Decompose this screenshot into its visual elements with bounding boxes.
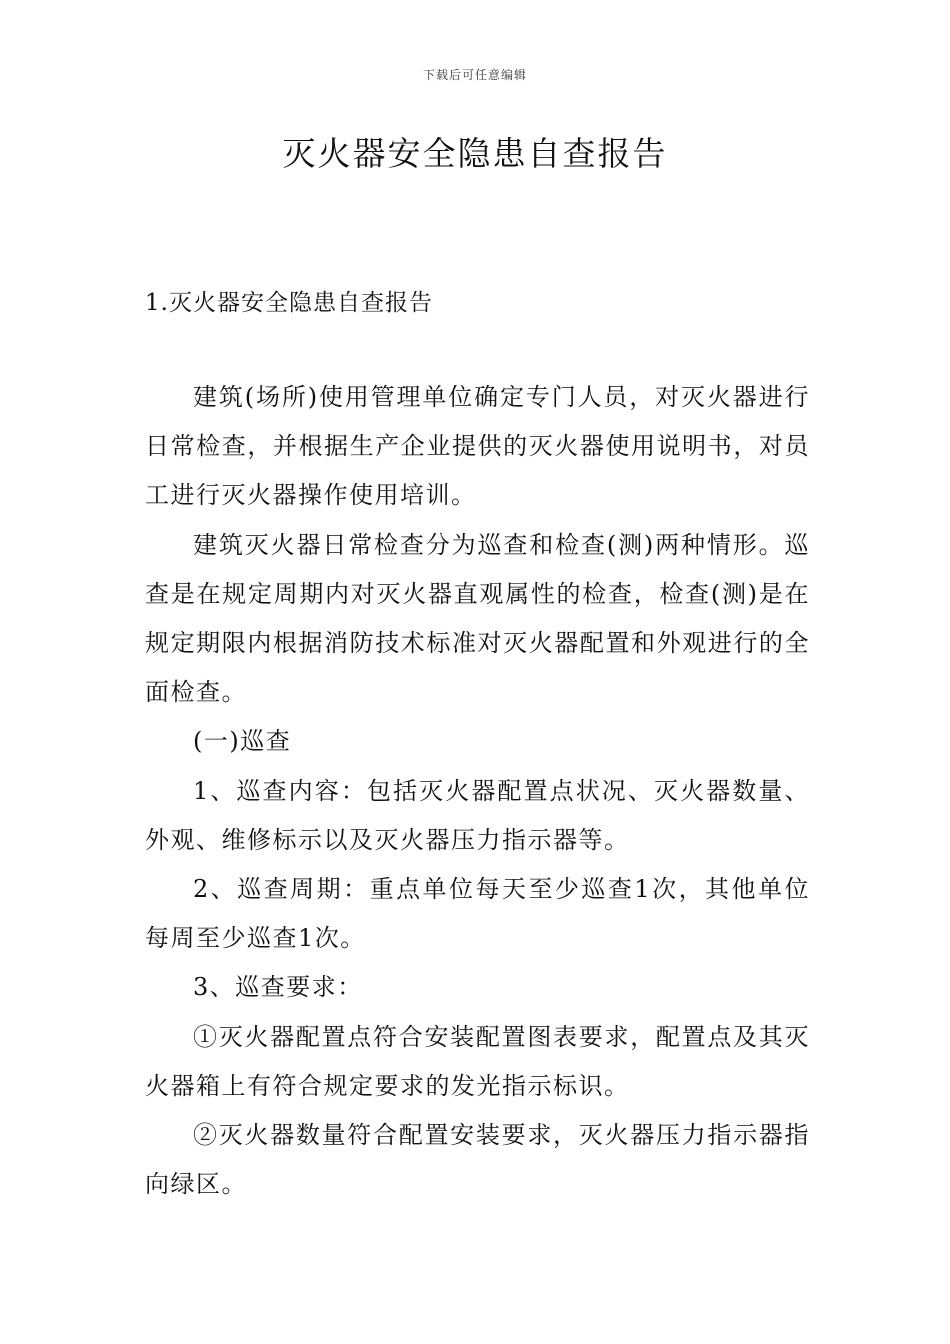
paragraph: ①灭火器配置点符合安装配置图表要求，配置点及其灭火器箱上有符合规定要求的发光指示标识。 bbox=[145, 1022, 810, 1100]
paragraph: ②灭火器数量符合配置安装要求，灭火器压力指示器指向绿区。 bbox=[145, 1121, 810, 1199]
paragraph: (一)巡查 bbox=[193, 727, 292, 756]
paragraph: 建筑灭火器日常检查分为巡查和检查(测)两种情形。巡查是在规定周期内对灭火器直观属性的检查，检查(测)是在规定期限内根据消防技术标准对灭火器配置和外观进行的全面检查。 bbox=[145, 530, 810, 707]
paragraph: 3、巡查要求： bbox=[193, 973, 363, 1002]
body-text bbox=[145, 373, 810, 1209]
paragraph: 1、巡查内容：包括灭火器配置点状况、灭火器数量、外观、维修标示以及灭火器压力指示器等。 bbox=[145, 776, 810, 854]
section-heading: 1.灭火器安全隐患自查报告 bbox=[145, 290, 433, 316]
document-title: 灭火器安全隐患自查报告 bbox=[282, 134, 668, 173]
header-note: 下载后可任意编辑 bbox=[422, 68, 527, 82]
paragraph: 2、巡查周期：重点单位每天至少巡查1次，其他单位每周至少巡查1次。 bbox=[145, 875, 810, 953]
paragraph: 建筑(场所)使用管理单位确定专门人员，对灭火器进行日常检查，并根据生产企业提供的灭火器使用说明书，对员工进行灭火器操作使用培训。 bbox=[145, 383, 810, 510]
